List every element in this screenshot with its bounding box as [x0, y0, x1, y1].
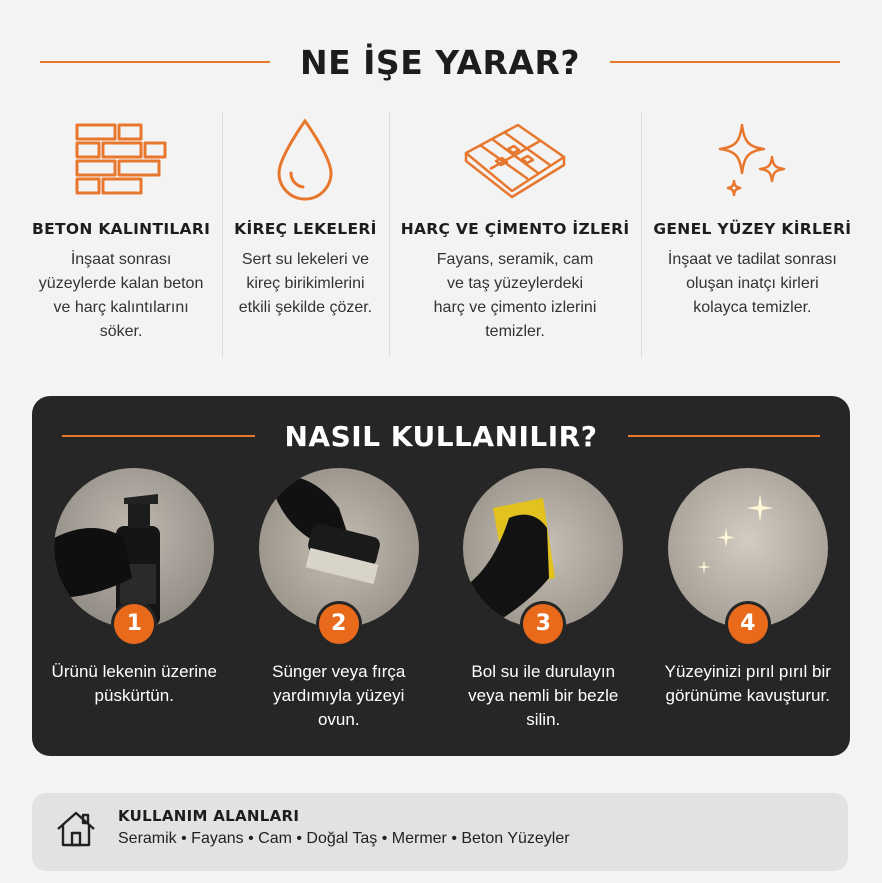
- feature-concrete: [20, 112, 222, 357]
- scrub-brush-photo: [259, 468, 419, 636]
- feature-limescale: [222, 112, 389, 357]
- steps-row: [32, 468, 850, 732]
- heading-line-right: [610, 61, 840, 63]
- step-2: [237, 468, 442, 732]
- features-row: [20, 112, 862, 357]
- wipe-cloth-photo: [463, 468, 623, 636]
- spray-bottle-photo: [54, 468, 214, 636]
- step-description: Sünger veya fırça yardımıyla yüzeyi ovun.: [272, 662, 406, 729]
- step-description: Yüzeyinizi pırıl pırıl bir görünüme kavuşturur.: [664, 662, 831, 705]
- step-number-badge: 2: [319, 604, 359, 644]
- heading-line-left: [40, 61, 270, 63]
- feature-title: KİREÇ LEKELERİ: [234, 220, 377, 238]
- feature-description: Fayans, seramik, cam ve taş yüzeylerdeki harç ve çimento izlerini temizler.: [433, 251, 597, 340]
- feature-title: BETON KALINTILARI: [32, 220, 211, 238]
- usage-title: KULLANIM ALANLARI: [118, 807, 300, 825]
- step-number-badge: 3: [523, 604, 563, 644]
- section2-heading: [62, 412, 820, 460]
- feature-mortar: [389, 112, 642, 357]
- step-description: Bol su ile durulayın veya nemli bir bezle silin.: [468, 662, 619, 729]
- feature-general-dirt: [641, 112, 863, 357]
- heading-line-right: [628, 435, 821, 437]
- feature-title: HARÇ VE ÇİMENTO İZLERİ: [400, 220, 630, 238]
- feature-description: Sert su lekeleri ve kireç birikimlerini etkili şekilde çözer.: [238, 251, 373, 316]
- how-to-panel: [32, 396, 850, 756]
- step-4: [646, 468, 851, 732]
- house-icon: [54, 807, 98, 856]
- heading-line-left: [62, 435, 255, 437]
- water-drop-icon: [234, 114, 377, 204]
- step-number-badge: 1: [114, 604, 154, 644]
- step-1: [32, 468, 237, 732]
- feature-description: İnşaat sonrası yüzeylerde kalan beton ve harç kalıntılarını söker.: [38, 251, 204, 340]
- clean-surface-photo: [668, 468, 828, 636]
- sparkle-icon: [653, 114, 851, 204]
- usage-areas-box: [32, 793, 848, 871]
- step-3: [441, 468, 646, 732]
- section1-heading: [40, 38, 840, 86]
- bricks-icon: [32, 114, 210, 204]
- feature-title: GENEL YÜZEY KİRLERİ: [653, 220, 852, 238]
- section2-title: NASIL KULLANILIR?: [284, 419, 598, 453]
- tiles-icon: [401, 114, 630, 204]
- step-number-badge: 4: [728, 604, 768, 644]
- feature-description: İnşaat ve tadilat sonrası oluşan inatçı kirleri kolayca temizler.: [667, 251, 837, 316]
- section1-title: NE İŞE YARAR?: [300, 42, 581, 82]
- step-description: Ürünü lekenin üzerine püskürtün.: [51, 662, 217, 705]
- usage-items: Seramik • Fayans • Cam • Doğal Taş • Mermer • Beton Yüzeyler: [118, 830, 570, 847]
